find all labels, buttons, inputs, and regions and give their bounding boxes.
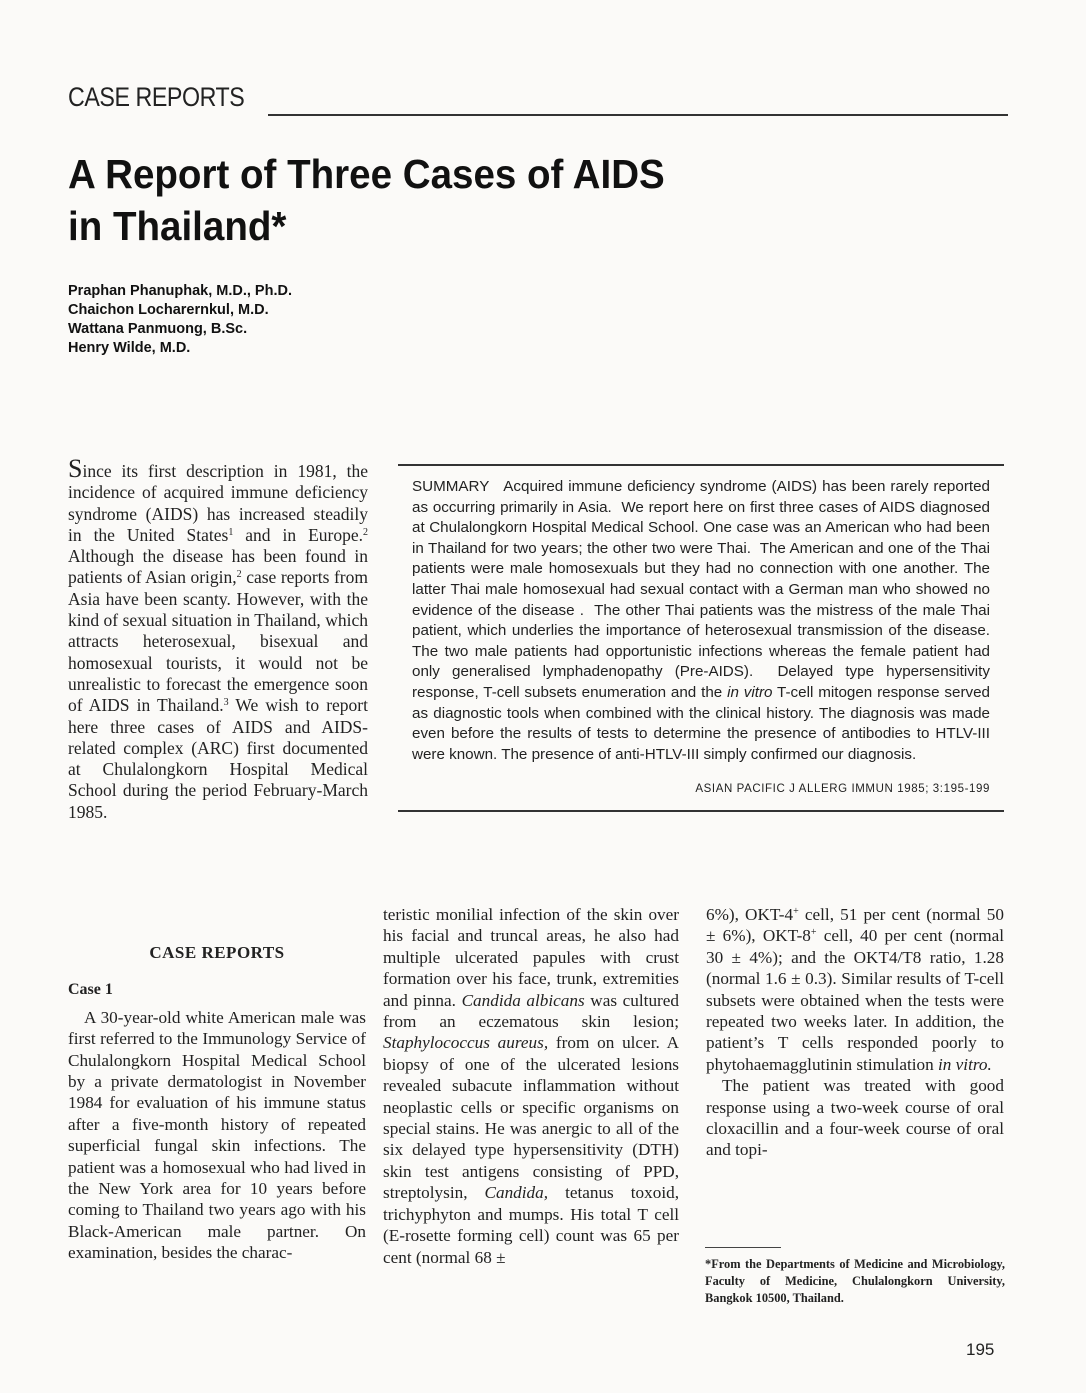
intro-paragraph: Since its first description in 1981, the incidence of acquired immune deficiency syndrome (AIDS) has increased steadily in the United States$^1$ and in Europe.$^2$ Although the disease has been found in patients of Asian origin,$^2$ case reports from Asia have been scanty. However, with the kind of sexual situation in Thailand, which attracts heterosexual, bisexual and homosexual tourists, it would not be unrealistic to forecast the emergence soon of AIDS in Thailand.$^3$ We wish to report here three cases of AIDS and AIDS-related complex (ARC) first documented at Chulalongkorn Hospital Medical School during the period February-March 1985. (68, 454, 368, 822)
title-footnote-mark: * (271, 203, 287, 249)
drop-cap: S (68, 454, 83, 483)
title-line-1: A Report of Three Cases of AIDS (68, 151, 665, 197)
body-column-3 (706, 904, 1004, 1161)
summary-box (398, 464, 1004, 812)
article-title (68, 148, 782, 252)
case-1-heading: Case 1 (68, 981, 113, 999)
affiliation-footnote: *From the Departments of Medicine and Microbiology, Faculty of Medicine, Chulalongkorn University, Bangkok 10500, Thailand. (705, 1257, 1005, 1305)
author: Chaichon Locharernkul, M.D. (68, 302, 269, 318)
author: Praphan Phanuphak, M.D., Ph.D. (68, 283, 292, 299)
page-number: 195 (966, 1340, 995, 1359)
section-label: CASE REPORTS (68, 82, 245, 112)
body-paragraph: 6%), OKT-4+ cell, 51 per cent (normal 50 ± 6%), OKT-8+ cell, 40 per cent (normal 30 ± 4%); and the OKT4/T8 ratio, 1.28 (normal 1.6 ± 0.3). Similar results of T-cell subsets were obtained when the tests were repeated two weeks later. In addition, the patient’s T cells responded poorly to phytohaemagglutinin stimulation in vitro. (706, 905, 1004, 1074)
body-paragraph: The patient was treated with good response using a two-week course of oral cloxacillin and a four-week course of oral and topi- (706, 1076, 1004, 1160)
body-paragraph: teristic monilial infection of the skin over his facial and truncal areas, he also had multiple ulcerated papules with crust formation over his face, trunk, extremities and pinna. Candida albicans was cultured from an eczematous skin lesion; Staphylococcus aureus, from on ulcer. A biopsy of one of the ulcerated lesions revealed subacute inflammation without neoplastic cells or specific organisms on special stains. He was anergic to all of the six delayed type hypersensitivity (DTH) skin test antigens consisting of PPD, streptolysin, Candida, tetanus toxoid, trichyphyton and mumps. His total T cell (E-rosette forming cell) count was 65 per cent (normal 68 ± (383, 905, 679, 1267)
introduction (68, 454, 368, 823)
header-rule (268, 114, 1008, 116)
case-reports-heading: CASE REPORTS (149, 943, 285, 962)
body-column-1 (68, 942, 366, 1264)
body-column-2 (383, 904, 679, 1268)
footnote-rule (705, 1247, 781, 1248)
section-header (68, 82, 1008, 118)
author-list (68, 282, 292, 358)
summary-bottom-rule (398, 810, 1004, 812)
summary-text: SUMMARY Acquired immune deficiency syndrome (AIDS) has been rarely reported as occurring primarily in Asia. We report here on first three cases of AIDS diagnosed at Chulalongkorn Hospital Medical School. One case was an American who had been in Thailand for two years; the other two were Thai. The American and one of the Thai patients were male homosexuals but they had no connection with one another. The latter Thai male homosexual had sexual contact with a German man who showed no evidence of the disease . The other Thai patients was the mistress of the male Thai patient, which underlies the importance of heterosexual transmission of the disease. The two male patients had opportunistic infections whereas the female patient had only generalised lymphadenopathy (Pre-AIDS). Delayed type hypersensitivity response, T-cell subsets enumeration and the in vitro T-cell mitogen response served as diagnostic tools when combined with the clinical history. The diagnosis was made even before the results of tests to determine the presence of antibodies to HTLV-III were known. The presence of anti-HTLV-III simply confirmed our diagnosis. (412, 478, 999, 763)
author: Wattana Panmuong, B.Sc. (68, 321, 248, 337)
title-line-2: in Thailand (68, 203, 272, 249)
journal-citation: ASIAN PACIFIC J ALLERG IMMUN 1985; 3:195-199 (695, 783, 990, 796)
author: Henry Wilde, M.D. (68, 340, 191, 356)
summary-label: SUMMARY (412, 478, 490, 495)
body-paragraph: A 30-year-old white American male was first referred to the Immunology Service of Chulalongkorn Hospital Medical School by a private dermatologist in November 1984 for evaluation of his immune status after a five-month history of repeated superficial fungal skin infections. The patient was a homosexual who had lived in the New York area for 10 years before coming to Thailand two years ago with his Black-American male partner. On examination, besides the charac- (68, 1007, 366, 1263)
summary-top-rule (398, 464, 1004, 466)
